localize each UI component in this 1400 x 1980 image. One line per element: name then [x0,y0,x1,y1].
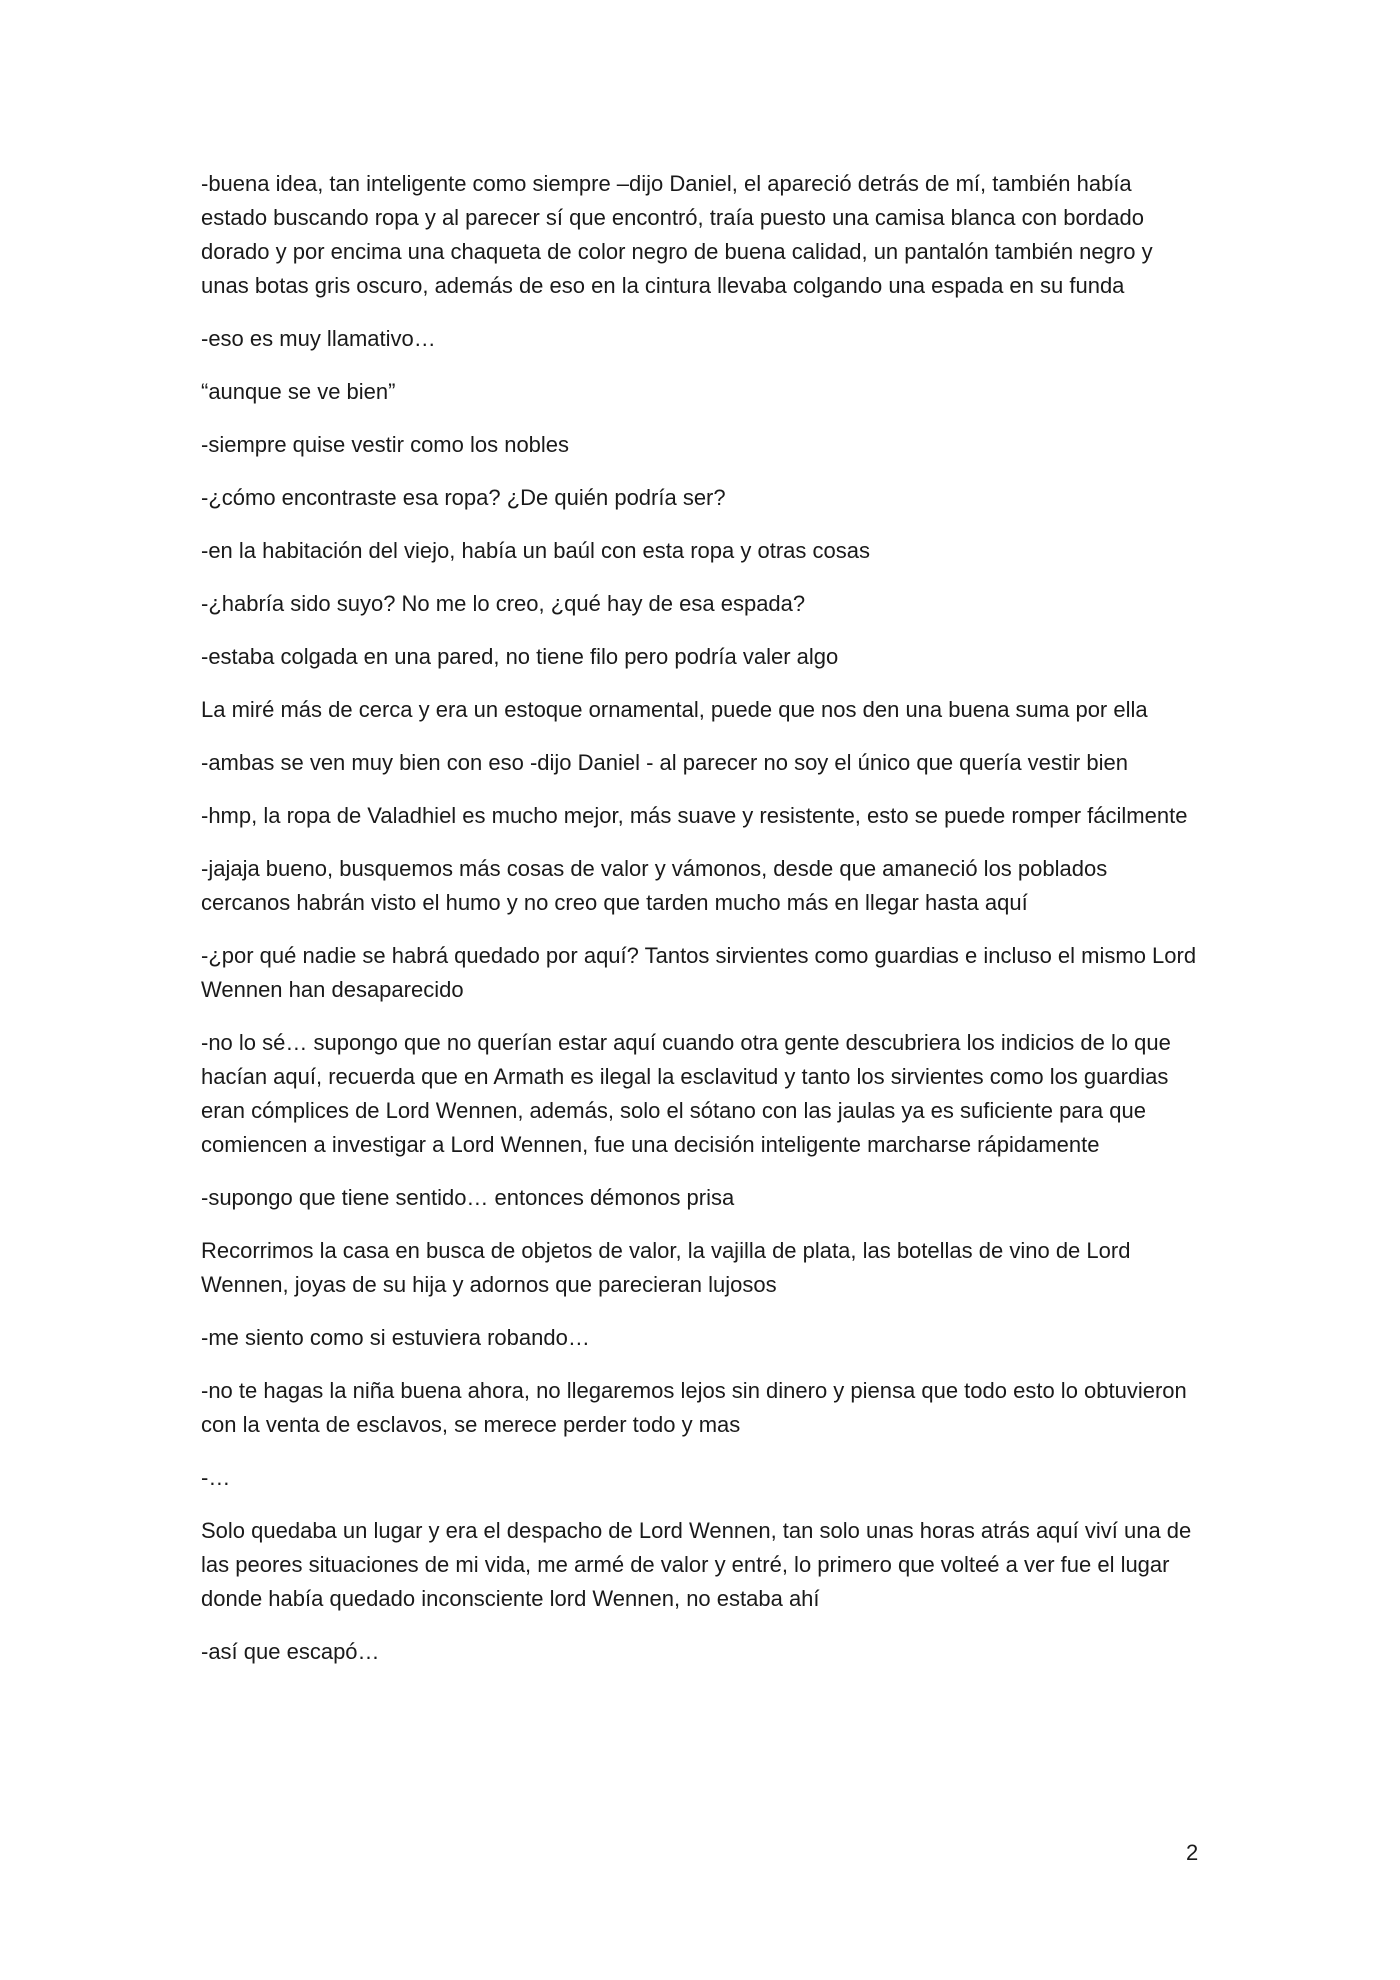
paragraph: “aunque se ve bien” [201,379,396,404]
paragraph: Recorrimos la casa en busca de objetos de valor, la vajilla de plata, las botellas de vino de Lord Wennen, joyas de su hija y adornos que parecieran lujosos [201,1238,1131,1297]
paragraph: -en la habitación del viejo, había un baúl con esta ropa y otras cosas [201,538,870,563]
paragraph: -no te hagas la niña buena ahora, no llegaremos lejos sin dinero y piensa que todo esto lo obtuvieron con la venta de esclavos, se merece perder todo y mas [201,1378,1187,1437]
paragraph: La miré más de cerca y era un estoque ornamental, puede que nos den una buena suma por ella [201,697,1148,722]
paragraph: -eso es muy llamativo… [201,326,436,351]
paragraph: -buena idea, tan inteligente como siempre –dijo Daniel, el apareció detrás de mí, también había estado buscando ropa y al parecer sí que encontró, traía puesto una camisa blanca con bordado dorado y por encima una chaqueta de color negro de buena calidad, un pantalón también negro y unas botas gris oscuro, además de eso en la cintura llevaba colgando una espada en su funda [201,171,1153,298]
paragraph: -así que escapó… [201,1639,380,1664]
paragraph: -supongo que tiene sentido… entonces démonos prisa [201,1185,735,1210]
paragraph: -me siento como si estuviera robando… [201,1325,590,1350]
paragraph: -¿cómo encontraste esa ropa? ¿De quién podría ser? [201,485,726,510]
paragraph: -no lo sé… supongo que no querían estar aquí cuando otra gente descubriera los indicios de lo que hacían aquí, recuerda que en Armath es ilegal la esclavitud y tanto los sirvientes como los guardias eran cómplices de Lord Wennen, además, solo el sótano con las jaulas ya es suficiente para que comiencen a investigar a Lord Wennen, fue una decisión inteligente marcharse rápidamente [201,1030,1171,1157]
paragraph: -¿habría sido suyo? No me lo creo, ¿qué hay de esa espada? [201,591,806,616]
paragraph: Solo quedaba un lugar y era el despacho de Lord Wennen, tan solo unas horas atrás aquí viví una de las peores situaciones de mi vida, me armé de valor y entré, lo primero que volteé a ver fue el lugar donde había quedado inconsciente lord Wennen, no estaba ahí [201,1518,1192,1611]
paragraph: -ambas se ven muy bien con eso -dijo Daniel - al parecer no soy el único que quería vestir bien [201,750,1128,775]
paragraph: -estaba colgada en una pared, no tiene filo pero podría valer algo [201,644,839,669]
paragraph: -… [201,1465,231,1490]
body-text [201,167,1201,1688]
paragraph: -jajaja bueno, busquemos más cosas de valor y vámonos, desde que amaneció los poblados cercanos habrán visto el humo y no creo que tarden mucho más en llegar hasta aquí [201,856,1108,915]
paragraph: -¿por qué nadie se habrá quedado por aquí? Tantos sirvientes como guardias e incluso el mismo Lord Wennen han desaparecido [201,943,1197,1002]
page-number: 2 [1186,1840,1199,1865]
paragraph: -hmp, la ropa de Valadhiel es mucho mejor, más suave y resistente, esto se puede romper fácilmente [201,803,1188,828]
paragraph: -siempre quise vestir como los nobles [201,432,570,457]
